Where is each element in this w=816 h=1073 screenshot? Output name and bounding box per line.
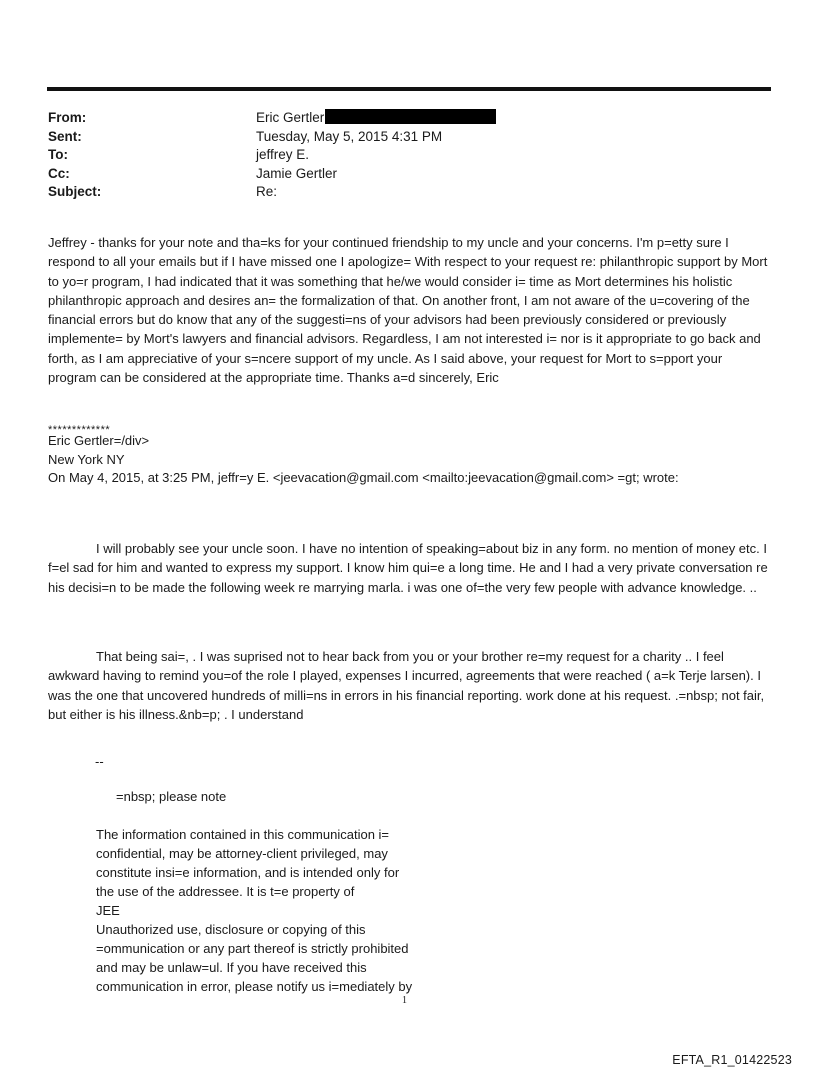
signature-dash: -- <box>95 754 104 769</box>
confidential-line: =ommunication or any part thereof is strictly prohibited <box>96 941 409 956</box>
confidential-line: and may be unlaw=ul. If you have received this <box>96 960 367 975</box>
sent-value: Tuesday, May 5, 2015 4:31 PM <box>256 128 443 144</box>
cc-row <box>48 165 768 184</box>
confidential-line: constitute insi=e information, and is intended only for <box>96 865 400 880</box>
to-row <box>48 146 768 165</box>
page-number: 1 <box>402 995 407 1006</box>
subject-label: Subject: <box>48 184 102 199</box>
redaction-box <box>325 109 496 124</box>
signature-block <box>48 412 149 469</box>
reply-paragraph: Jeffrey - thanks for your note and tha=ks for your continued friendship to my uncle and your concerns. I'm p=etty sure I respond to all your emails but if I have missed one I apologize= With respect to your request re: philanthropic support by Mort to yo=r program, I had indicated that it was something that he/we would consider i= time as Mort determines his holistic philanthropic approach and desires an= the formalization of that. On another front, I am not aware of the u=covering of the financial errors but do know that any of the suggesti=ns of your advisors had been previously considered or previously implemente= by Mort's lawyers and financial advisors. Regardless, I am not interested i= nor is it appropriate to go back and forth, as I am appreciative of your s=ncere support of my uncle. As I said above, your request for Mort to s=pport your program can be considered at the appropriate time. Thanks a=d sincerely, Eric <box>48 235 768 386</box>
sent-label: Sent: <box>48 128 82 144</box>
confidential-line: the use of the addressee. It is t=e property of <box>96 884 355 899</box>
header-rule <box>47 87 771 91</box>
signature-name: Eric Gertler=/div> <box>48 433 150 448</box>
to-label: To: <box>48 147 68 162</box>
subject-value: Re: <box>256 184 278 199</box>
from-value: Eric Gertler <box>256 110 325 125</box>
signature-city: New York NY <box>48 452 125 467</box>
quote-intro: On May 4, 2015, at 3:25 PM, jeffr=y E. <jeevacation@gmail.com <mailto:jeevacation@gmail.com> =gt; wrote: <box>48 470 679 485</box>
confidential-line: JEE <box>96 903 120 918</box>
quoted-paragraph-2: That being sai=, . I was suprised not to hear back from you or your brother re=my request for a charity .. I feel awkward having to remind you=of the role I played, expenses I incurred, agreements that were reached ( a=k Terje larsen). I was the one that uncovered hundreds of milli=ns in errors in his financial reporting. work done at his request. .=nbsp; not fair, but either is his illness.&nb=p; . I understand <box>48 649 765 722</box>
please-note: =nbsp; please note <box>116 789 227 804</box>
confidential-line: communication in error, please notify us i=mediately by <box>96 979 413 994</box>
cc-value: Jamie Gertler <box>256 165 338 181</box>
sent-row <box>48 128 768 147</box>
cc-label: Cc: <box>48 165 70 181</box>
confidential-line: confidential, may be attorney-client privileged, may <box>96 846 388 861</box>
to-value: jeffrey E. <box>256 147 310 162</box>
bates-number: EFTA_R1_01422523 <box>672 1053 792 1067</box>
signature-separator: ************* <box>48 424 111 436</box>
quoted-paragraph-1: I will probably see your uncle soon. I have no intention of speaking=about biz in any form. no mention of money etc. I f=el sad for him and wanted to express my support. I know him qui=e a long time. He and I had a very private conversation re his decisi=n to be made the following week re marrying marla. i was one of=the very few people with advance knowledge. .. <box>48 541 768 595</box>
from-label: From: <box>48 110 87 125</box>
email-header <box>48 109 768 202</box>
confidential-line: The information contained in this communication i= <box>96 827 390 842</box>
confidentiality-notice <box>96 825 441 996</box>
subject-row <box>48 183 768 202</box>
confidential-line: Unauthorized use, disclosure or copying of this <box>96 922 366 937</box>
from-row <box>48 109 768 128</box>
